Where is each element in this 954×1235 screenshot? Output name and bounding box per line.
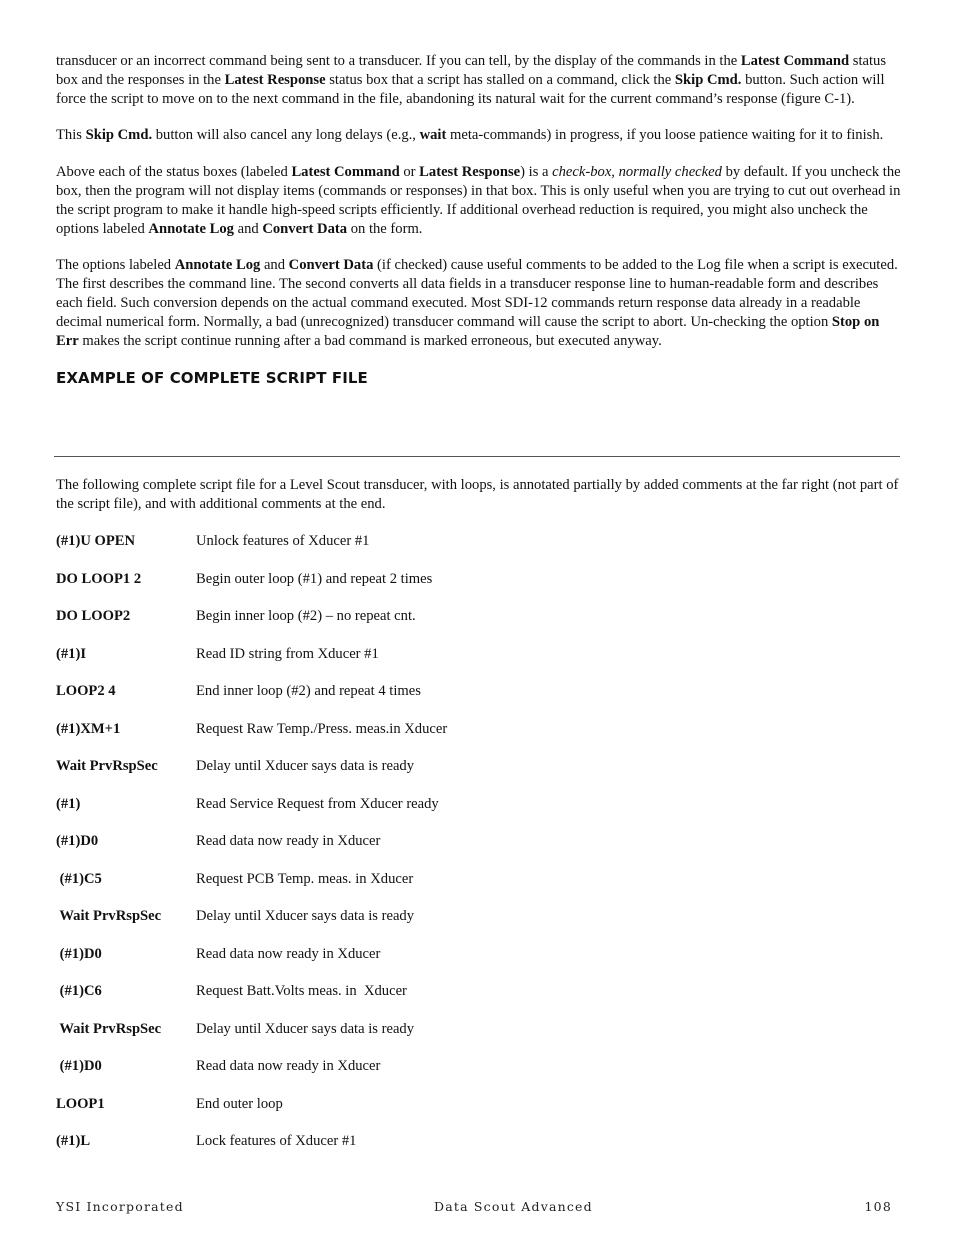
script-line (56, 757, 902, 795)
bold-term: Annotate Log (174, 257, 261, 274)
script-comment: Lock features of Xducer #1 (196, 1133, 357, 1149)
script-line (56, 532, 902, 570)
script-command: Wait PrvRspSec (56, 1020, 162, 1037)
text-run: Above each of the status boxes (labeled (56, 164, 292, 181)
paragraph (56, 52, 902, 108)
text-run: and (260, 257, 289, 274)
bold-term: Skip Cmd. (674, 71, 742, 88)
text-run: on the form. (347, 220, 423, 237)
script-comment: Request Batt.Volts meas. in Xducer (196, 983, 407, 999)
page-footer (56, 1199, 892, 1217)
intro-paragraph: The following complete script file for a Level Scout transducer, with loops, is annotated partially by added comments at the far right (not part of the script file), and with additional comments at the end. (56, 477, 899, 512)
script-comment: Unlock features of Xducer #1 (196, 533, 370, 549)
section-heading: EXAMPLE OF COMPLETE SCRIPT FILE (56, 369, 368, 388)
script-command: (#1)XM+1 (56, 720, 121, 737)
script-command: (#1)D0 (56, 945, 102, 962)
text-run: button. Such action will force the script to move on to the next command in the file, abandoning its natural wait for the current command’s response (figure C-1). (56, 71, 885, 107)
script-comment: Begin outer loop (#1) and repeat 2 times (196, 570, 433, 587)
bold-term: Annotate Log (148, 220, 234, 237)
script-line (56, 832, 902, 870)
bold-term: Latest Command (291, 164, 400, 181)
text-run: by default. If you uncheck the box, then the program will not display items (commands or responses) in that box. This is only useful when you are trying to cut out overhead in the script program to make it handle high-speed scripts efficiently. If additional overhead reduction is required, you might also uncheck the options labeled (56, 164, 901, 237)
bold-term: Latest Response (419, 164, 521, 181)
script-command: LOOP1 (56, 1095, 105, 1112)
script-command: (#1)D0 (56, 1058, 102, 1074)
script-comment: Request PCB Temp. meas. in Xducer (196, 870, 414, 887)
text-run: makes the script continue running after a bad command is marked erroneous, but executed anyway. (78, 332, 662, 349)
text-run: The options labeled (56, 257, 175, 274)
script-line (56, 1057, 902, 1095)
script-command: (#1)I (56, 645, 86, 662)
script-command: (#1)C5 (56, 870, 102, 887)
text-run: or (399, 164, 420, 181)
script-line (56, 1020, 902, 1058)
bold-term: Convert Data (288, 257, 374, 274)
bold-term: wait (419, 127, 447, 144)
script-command: (#1) (56, 795, 81, 812)
script-comment: Read data now ready in Xducer (196, 1058, 381, 1074)
section-divider (54, 456, 900, 457)
script-comment: End outer loop (196, 1095, 283, 1112)
paragraph (56, 256, 902, 350)
italic-term: check-box, normally checked (552, 164, 722, 181)
script-comment: Read Service Request from Xducer ready (196, 795, 439, 812)
script-command: DO LOOP2 (56, 608, 131, 624)
script-line (56, 945, 902, 983)
script-line (56, 570, 902, 608)
script-command: Wait PrvRspSec (56, 758, 158, 774)
paragraphs (56, 52, 902, 350)
text-run: transducer or an incorrect command being sent to a transducer. If you can tell, by the display of the commands in the (56, 53, 741, 69)
script-comment: Begin inner loop (#2) – no repeat cnt. (196, 608, 416, 624)
script-comment: Delay until Xducer says data is ready (196, 758, 415, 774)
paragraph (56, 163, 902, 238)
script-line (56, 1095, 902, 1133)
text-run: This (56, 127, 86, 144)
script-comment: Delay until Xducer says data is ready (196, 908, 415, 924)
bold-term: Latest Command (740, 53, 850, 69)
bold-term: Convert Data (262, 220, 348, 237)
script-comment: End inner loop (#2) and repeat 4 times (196, 683, 421, 699)
script-line (56, 645, 902, 683)
paragraph (56, 126, 902, 145)
text-run: (if checked) cause useful comments to be added to the Log file when a script is executed. The first describes the command line. The second converts all data fields in a transducer response line to human-readable form and describes each field. Such conversion depends on the actual command executed. Most SDI-12 commands return response data already in a readable decimal numerical form. Normally, a bad (unrecognized) transducer command will cause the script to abort. Un-checking the option (56, 257, 898, 330)
page-number: 108 (864, 1199, 892, 1214)
script-line (56, 982, 902, 1020)
script-line (56, 720, 902, 758)
body-text (56, 52, 902, 396)
bold-term: Stop on Err (56, 313, 880, 349)
script-command: DO LOOP1 2 (56, 570, 142, 587)
script-comment: Read ID string from Xducer #1 (196, 645, 379, 662)
script-command-list (56, 532, 902, 1170)
text-run: ) is a (520, 164, 553, 181)
footer-title: Data Scout Advanced (434, 1199, 593, 1214)
bold-term: Skip Cmd. (85, 127, 153, 144)
script-comment: Read data now ready in Xducer (196, 945, 381, 962)
text-run: meta-commands) in progress, if you loose patience waiting for it to finish. (446, 127, 884, 144)
script-line (56, 1132, 902, 1170)
script-comment: Request Raw Temp./Press. meas.in Xducer (196, 720, 448, 737)
bold-term: Latest Response (224, 71, 326, 88)
text-run: button will also cancel any long delays (e.g., (152, 127, 420, 144)
script-command: (#1)D0 (56, 833, 99, 849)
script-comment: Delay until Xducer says data is ready (196, 1020, 415, 1037)
script-line (56, 795, 902, 833)
script-line (56, 607, 902, 645)
script-command: Wait PrvRspSec (56, 908, 162, 924)
script-command: (#1)L (56, 1133, 91, 1149)
text-run: status box that a script has stalled on a command, click the (325, 71, 675, 88)
script-command: LOOP2 4 (56, 683, 116, 699)
script-command: (#1)U OPEN (56, 533, 136, 549)
script-line (56, 870, 902, 908)
script-command: (#1)C6 (56, 983, 102, 999)
footer-company: YSI Incorporated (56, 1199, 184, 1214)
text-run: status box and the responses in the (56, 53, 887, 88)
text-run: and (233, 220, 263, 237)
script-line (56, 682, 902, 720)
script-line (56, 907, 902, 945)
script-comment: Read data now ready in Xducer (196, 833, 381, 849)
